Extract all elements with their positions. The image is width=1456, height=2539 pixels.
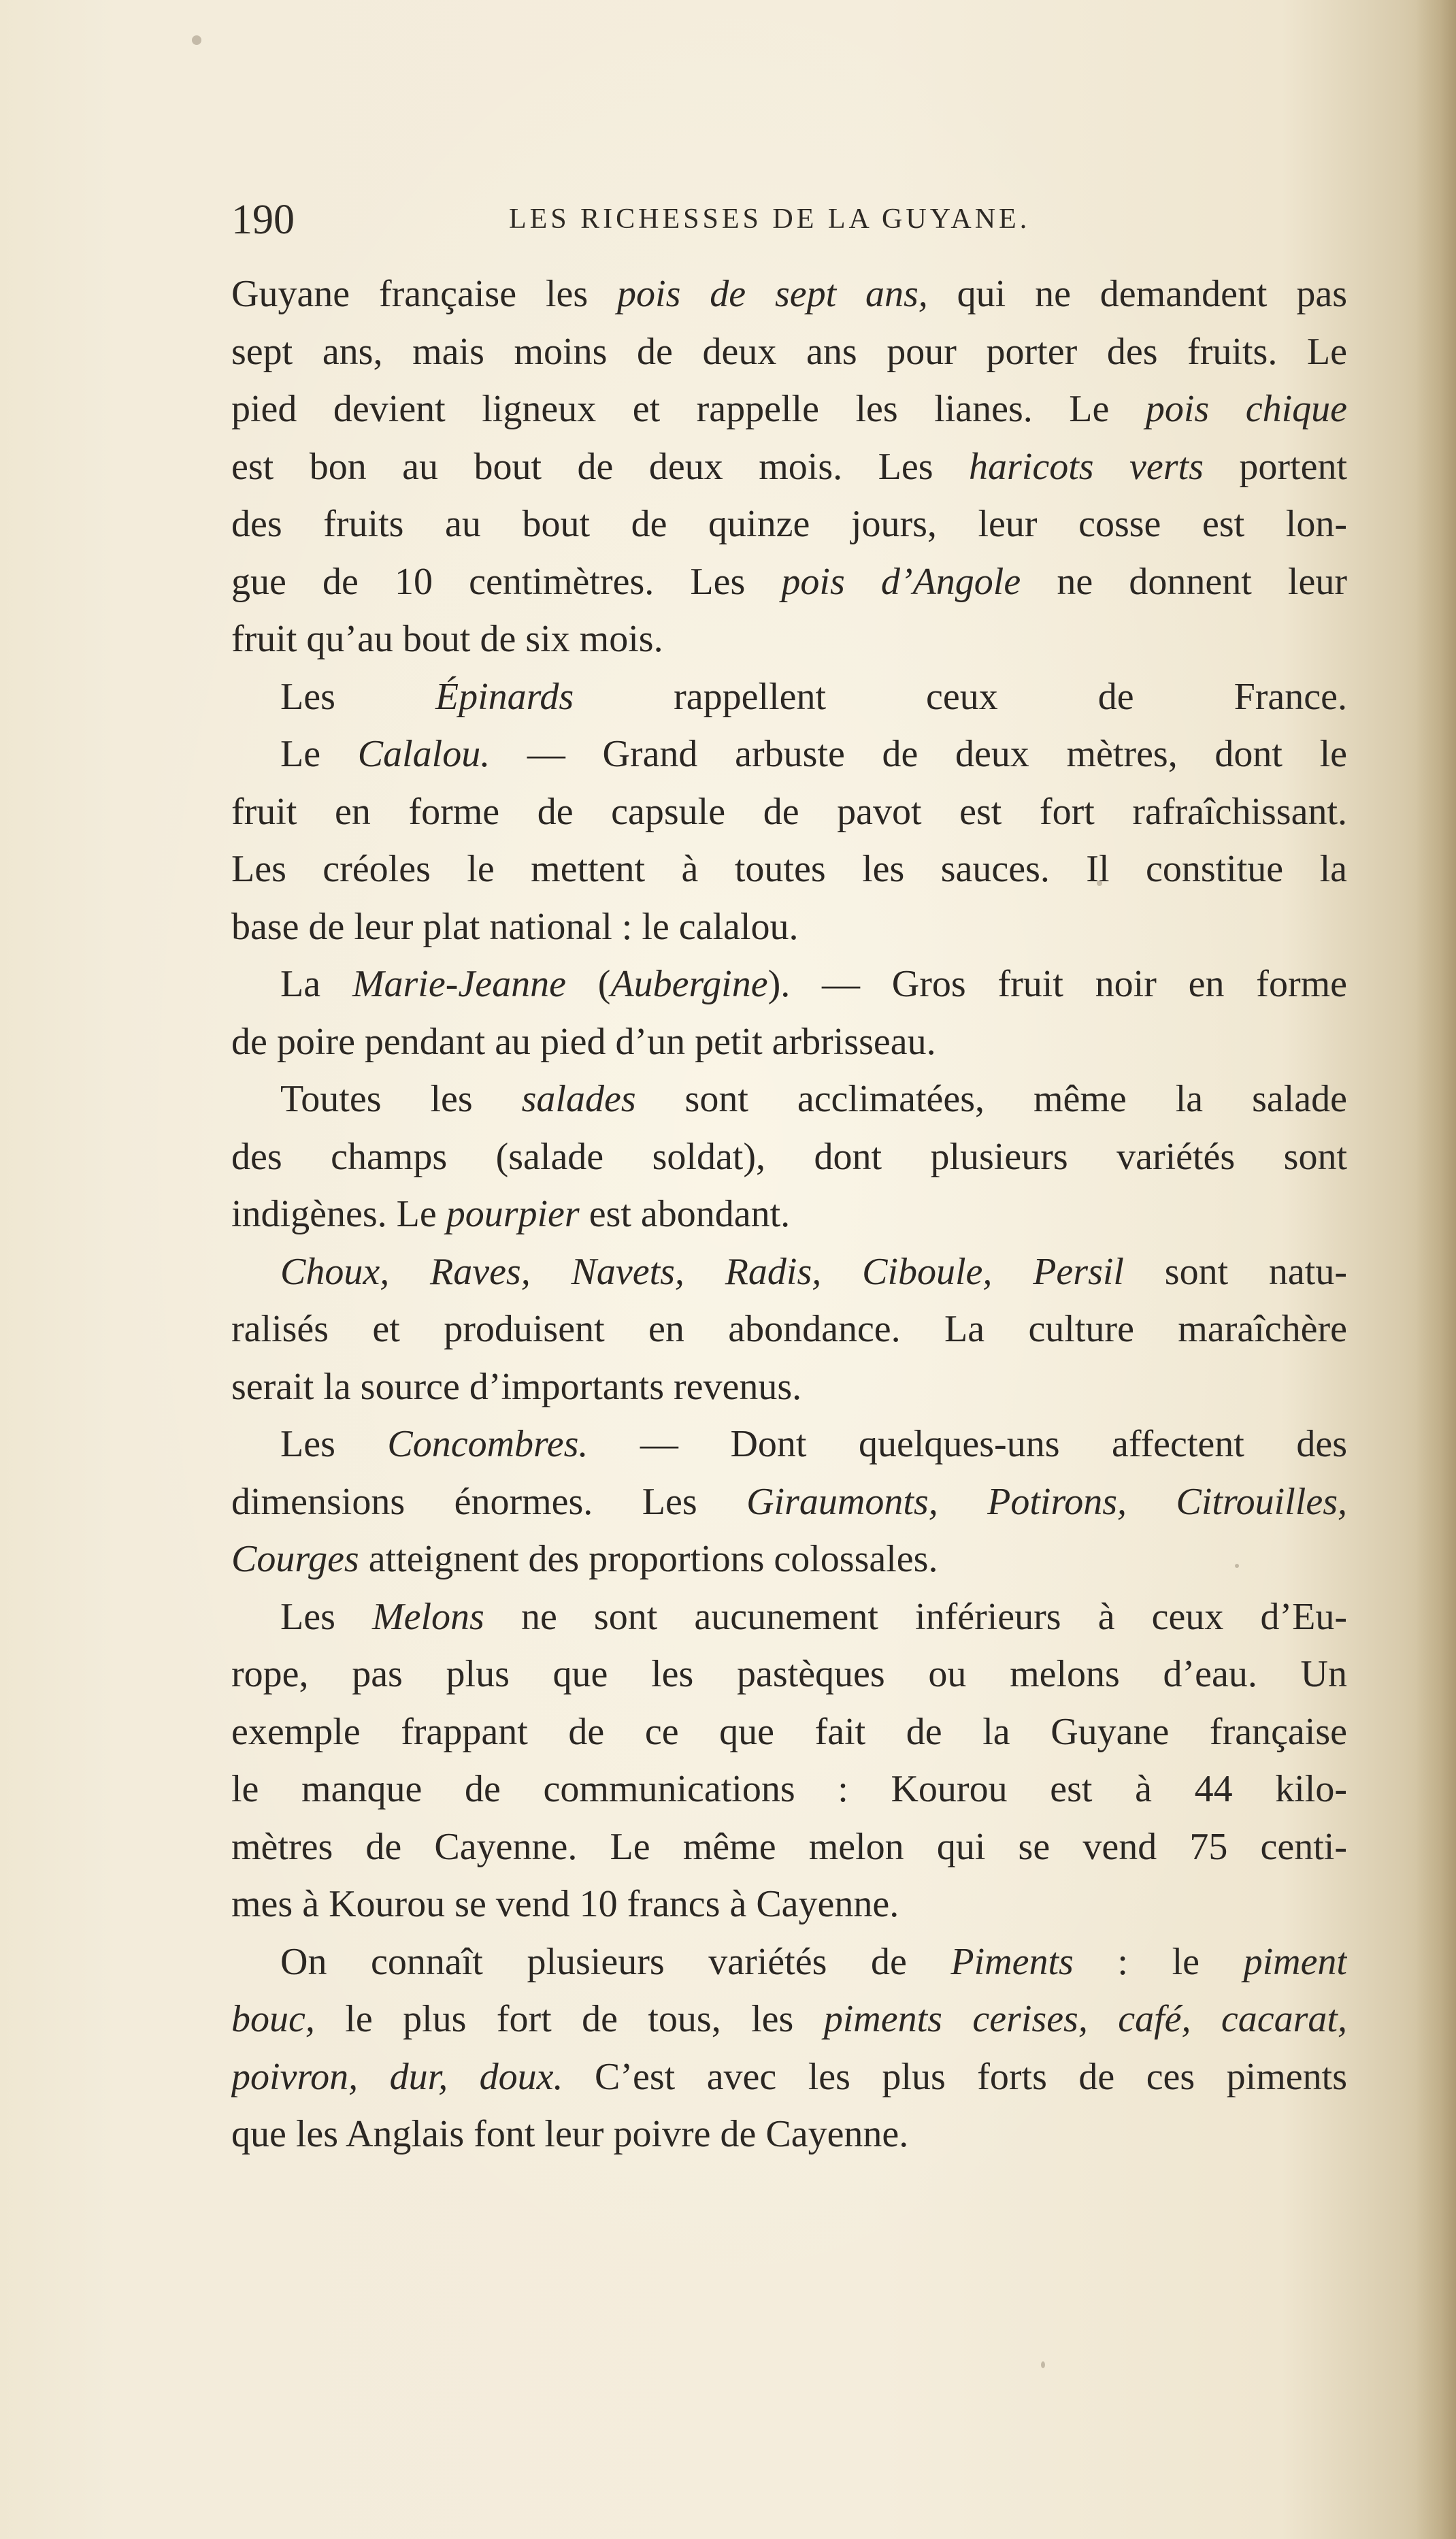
italic-text: Courges [231, 1538, 359, 1580]
italic-text: pois chique [1145, 388, 1347, 430]
text-line [231, 265, 1347, 323]
text-run: C’est avec les plus forts de ces piments [563, 2055, 1347, 2098]
text-line [231, 1415, 1347, 1473]
text-run: base de leur plat national : le calalou. [231, 905, 799, 948]
text-line [231, 1588, 1347, 1646]
text-run: atteignent des proportions colossales. [359, 1538, 938, 1580]
text-line [231, 840, 1347, 898]
text-run: : le [1073, 1940, 1244, 1983]
text-line [231, 1875, 1347, 1933]
text-line [231, 1013, 1347, 1071]
text-run: ne donnent leur [1021, 560, 1347, 603]
text-run: serait la source d’importants revenus. [231, 1365, 802, 1408]
italic-text: haricots verts [968, 445, 1204, 488]
text-run: mes à Kourou se vend 10 francs à Cayenne. [231, 1883, 899, 1925]
text-run: Les [280, 1423, 388, 1465]
text-line [231, 380, 1347, 438]
text-run: — Dont quelques-uns affectent des [588, 1423, 1347, 1465]
page-header [231, 192, 1347, 246]
text-run: ). — Gros fruit noir en forme [767, 963, 1347, 1005]
text-run: fruit qu’au bout de six mois. [231, 618, 663, 660]
text-run: dimensions énormes. Les [231, 1480, 747, 1523]
text-line [231, 898, 1347, 956]
text-run: ralisés et produisent en abondance. La culture maraîchère [231, 1308, 1347, 1350]
text-run: mètres de Cayenne. Le même melon qui se vend 75 centi- [231, 1825, 1347, 1868]
text-line [231, 1530, 1347, 1588]
text-run: rappellent ceux de France. [574, 675, 1347, 718]
text-line [231, 553, 1347, 611]
italic-text: pourpier [446, 1193, 580, 1235]
text-run: le plus fort de tous, les [314, 1998, 824, 2040]
italic-text: salades [521, 1078, 636, 1120]
text-run: le manque de communications : Kourou est à 44 kilo- [231, 1768, 1347, 1810]
text-line [231, 725, 1347, 783]
italic-text: bouc, [231, 1998, 315, 2040]
text-run: sept ans, mais moins de deux ans pour porter des fruits. Le [231, 330, 1347, 373]
paper-speck [1041, 2361, 1045, 2368]
text-run: ne sont aucunement inférieurs à ceux d’Eu- [484, 1595, 1347, 1638]
italic-text: piment [1243, 1940, 1347, 1983]
text-run: indigènes. Le [231, 1193, 446, 1235]
text-line [231, 323, 1347, 381]
text-line [231, 1300, 1347, 1358]
text-line [231, 783, 1347, 841]
paper-speck [192, 35, 201, 45]
italic-text: piments cerises, café, cacarat, [823, 1998, 1347, 2040]
page-edge-shadow [1415, 0, 1456, 2539]
text-line [231, 1070, 1347, 1128]
text-run: Les [280, 1595, 372, 1638]
italic-text: Aubergine [610, 963, 768, 1005]
text-run: qui ne demandent pas [927, 273, 1347, 315]
text-run: On connaît plusieurs variétés de [280, 1940, 951, 1983]
text-line [231, 1185, 1347, 1243]
text-run: — Grand arbuste de deux mètres, dont le [490, 733, 1347, 775]
italic-text: poivron, dur, doux. [231, 2055, 563, 2098]
text-line [231, 438, 1347, 496]
text-run: de poire pendant au pied d’un petit arbrisseau. [231, 1020, 936, 1063]
text-run: pied devient ligneux et rappelle les lianes. Le [231, 388, 1146, 430]
text-line [231, 1473, 1347, 1531]
text-line [231, 610, 1347, 668]
text-run: portent [1203, 445, 1347, 488]
text-line [231, 1991, 1347, 2048]
text-run: rope, pas plus que les pastèques ou melons d’eau. Un [231, 1653, 1347, 1695]
running-head: LES RICHESSES DE LA GUYANE. [509, 203, 1031, 235]
text-run: Guyane française les [231, 273, 618, 315]
text-run: des champs (salade soldat), dont plusieurs variétés sont [231, 1135, 1347, 1178]
text-line [231, 2048, 1347, 2106]
italic-text: pois d’Angole [781, 560, 1021, 603]
text-line [231, 1818, 1347, 1876]
text-line [231, 1243, 1347, 1301]
italic-text: Choux, Raves, Navets, Radis, Ciboule, Persil [280, 1250, 1124, 1293]
italic-text: Épinards [435, 675, 574, 718]
text-line [231, 955, 1347, 1013]
text-line [231, 668, 1347, 726]
text-run: fruit en forme de capsule de pavot est fort rafraîchissant. [231, 790, 1347, 833]
text-line [231, 1703, 1347, 1761]
text-run: ( [565, 963, 611, 1005]
text-line [231, 1358, 1347, 1416]
text-line [231, 1760, 1347, 1818]
text-run: Le [280, 733, 358, 775]
italic-text: Calalou. [357, 733, 491, 775]
text-run: que les Anglais font leur poivre de Cayenne. [231, 2113, 909, 2155]
text-line [231, 1933, 1347, 1991]
text-line [231, 495, 1347, 553]
italic-text: Piments [950, 1940, 1074, 1983]
text-line [231, 1128, 1347, 1186]
text-run: est abondant. [579, 1193, 791, 1235]
text-run: Les créoles le mettent à toutes les sauces. Il constitue la [231, 848, 1347, 890]
text-run: gue de 10 centimètres. Les [231, 560, 782, 603]
page-number: 190 [231, 197, 295, 243]
text-run: des fruits au bout de quinze jours, leur cosse est lon- [231, 503, 1347, 545]
text-run: sont acclimatées, même la salade [635, 1078, 1347, 1120]
italic-text: Marie-Jeanne [352, 963, 566, 1005]
text-run: sont natu- [1123, 1250, 1347, 1293]
italic-text: Melons [371, 1595, 484, 1638]
text-line [231, 2106, 1347, 2163]
text-run: Toutes les [280, 1078, 522, 1120]
body-text [231, 265, 1347, 2163]
text-line [231, 1645, 1347, 1703]
italic-text: Concombres. [387, 1423, 589, 1465]
text-run: Les [280, 675, 435, 718]
italic-text: pois de sept ans, [617, 273, 928, 315]
italic-text: Giraumonts, Potirons, Citrouilles, [746, 1480, 1347, 1523]
text-run: La [280, 963, 352, 1005]
text-run: est bon au bout de deux mois. Les [231, 445, 969, 488]
text-run: exemple frappant de ce que fait de la Guyane française [231, 1710, 1347, 1753]
